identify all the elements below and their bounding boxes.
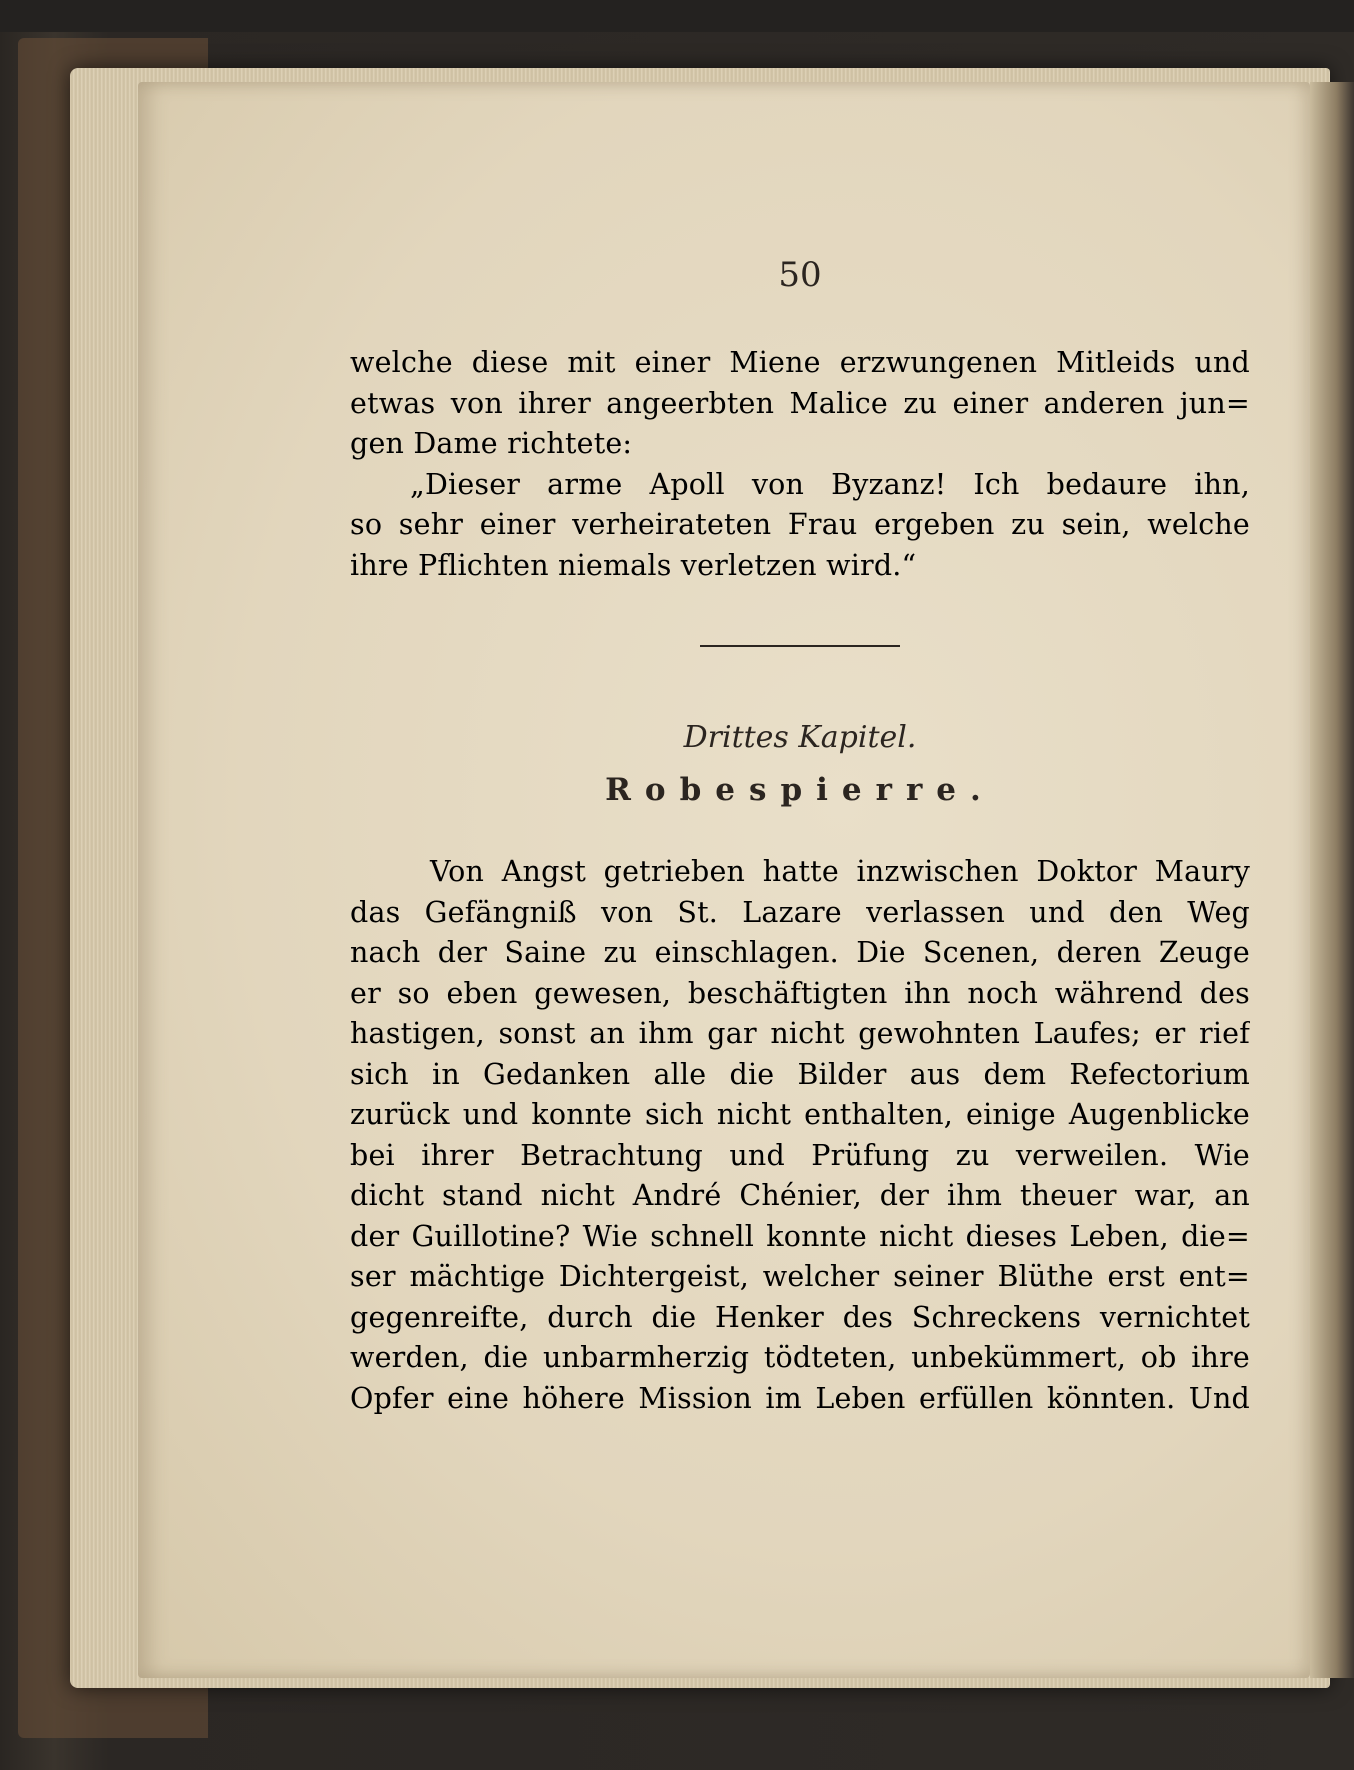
paragraph-1 [350,343,1250,586]
text-line: so sehr einer verheirateten Frau ergeben zu sein, welche [350,508,1250,541]
text-line: „Dieser arme Apoll von Byzanz! Ich bedaure ihn, [410,467,1250,501]
text-line: werden, die unbarmherzig tödteten, unbekümmert, ob ihre [350,1341,1250,1374]
book-gutter [1310,82,1354,1678]
section-divider [700,645,900,647]
text-line: hastigen, sonst an ihm gar nicht gewohnten Laufes; er rief [350,1017,1250,1050]
text-line: ihre Pflichten niemals verletzen wird.“ [350,548,917,582]
text-line: das Gefängniß von St. Lazare verlassen und den Weg [350,895,1250,929]
chapter-heading: Drittes Kapitel. [683,720,917,755]
text-line: ser mächtige Dichtergeist, welcher seiner Blüthe erst ent= [350,1260,1250,1293]
text-line: zurück und konnte sich nicht enthalten, einige Augenblicke [350,1098,1250,1131]
text-line: gen Dame richtete: [350,427,633,460]
text-line: etwas von ihrer angeerbten Malice zu einer anderen jun= [350,386,1250,420]
text-line: dicht stand nicht André Chénier, der ihm theuer war, an [350,1179,1250,1212]
page-number: 50 [778,255,822,295]
text-line: gegenreifte, durch die Henker des Schreckens vernichtet [350,1300,1250,1334]
text-line: Von Angst getrieben hatte inzwischen Doktor Maury [430,855,1250,888]
chapter-title: Robespierre. [605,772,995,808]
text-line: er so eben gewesen, beschäftigten ihn noch während des [350,976,1250,1010]
text-line: nach der Saine zu einschlagen. Die Scenen, deren Zeuge [350,936,1250,969]
text-line: welche diese mit einer Miene erzwungenen Mitleids und [350,346,1250,379]
text-line: Opfer eine höhere Mission im Leben erfüllen könnten. Und [350,1381,1250,1415]
paragraph-2 [350,852,1250,1419]
text-line: der Guillotine? Wie schnell konnte nicht dieses Leben, die= [350,1219,1250,1253]
text-line: bei ihrer Betrachtung und Prüfung zu verweilen. Wie [350,1138,1250,1172]
text-line: sich in Gedanken alle die Bilder aus dem Refectorium [350,1057,1250,1091]
